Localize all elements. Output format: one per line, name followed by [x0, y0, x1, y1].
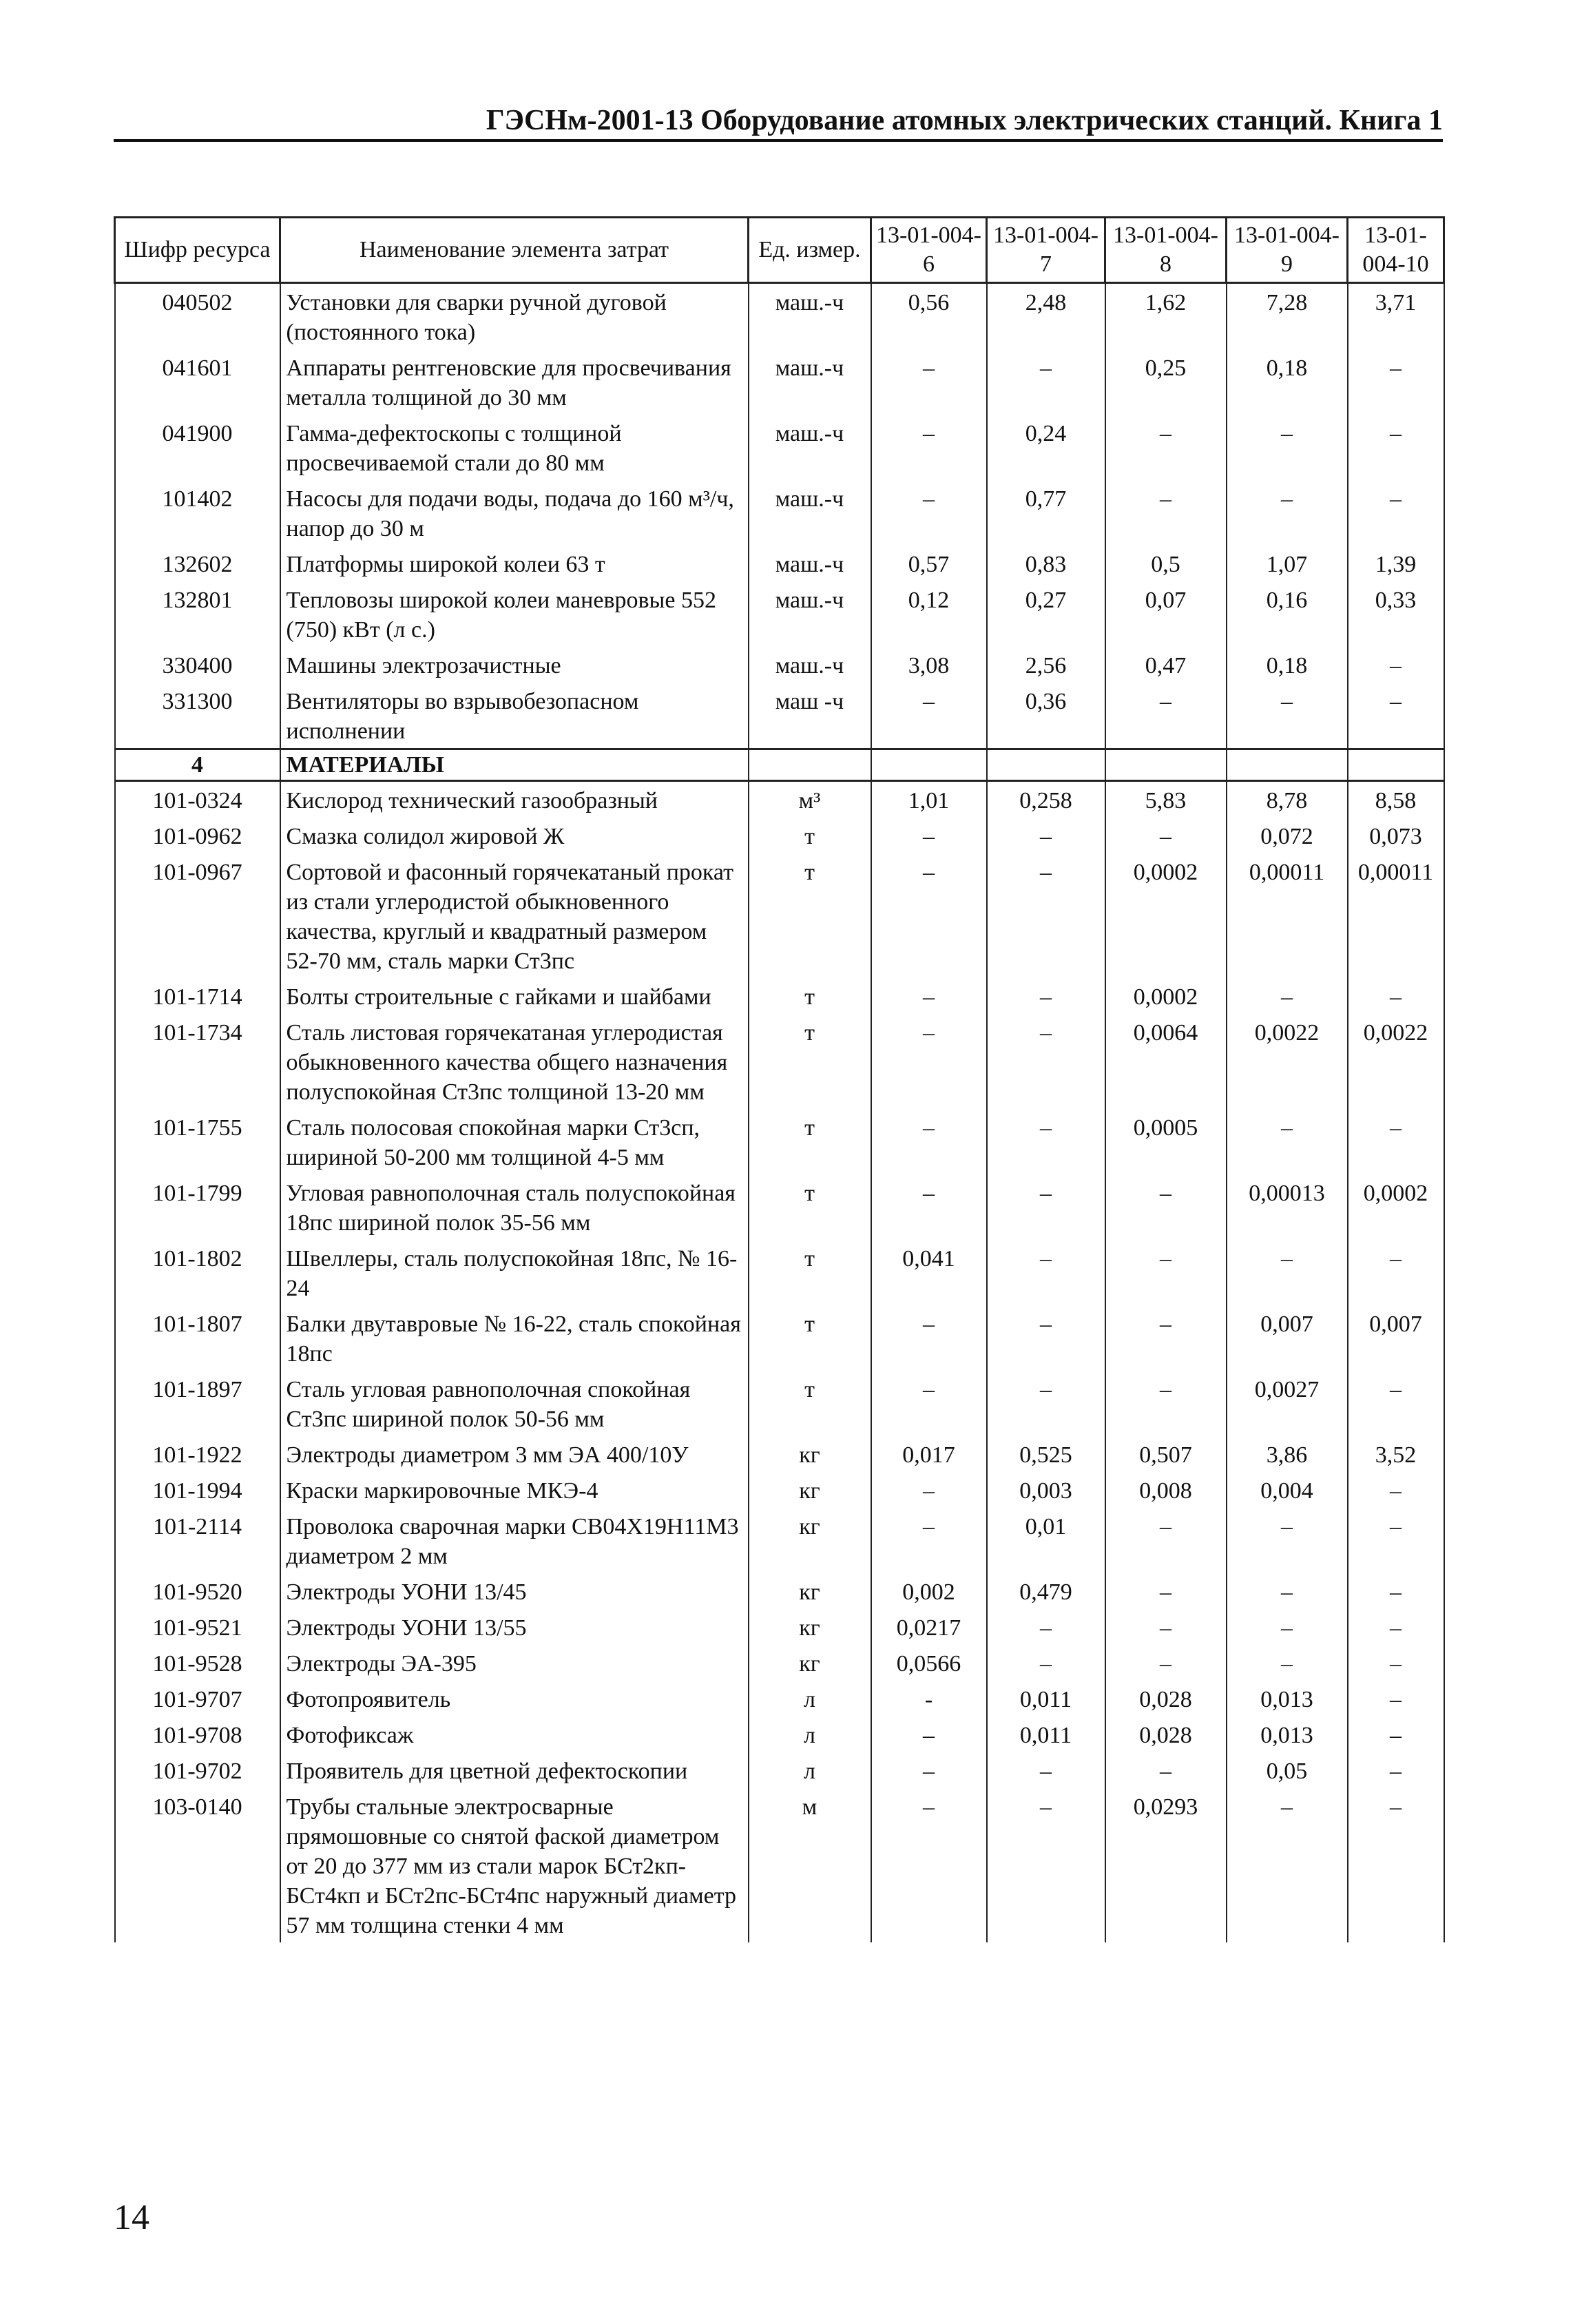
- column-header-13-01-004-9: 13-01-004-9: [1227, 218, 1348, 283]
- value-13-01-004-9: 0,072: [1227, 818, 1348, 853]
- table-row: [115, 1014, 1444, 1109]
- resource-code: 101-9521: [115, 1609, 280, 1645]
- value-13-01-004-9: 0,18: [1227, 647, 1348, 683]
- value-13-01-004-9: 0,0027: [1227, 1371, 1348, 1436]
- table-row: [115, 1109, 1444, 1174]
- value-13-01-004-9: 1,07: [1227, 546, 1348, 581]
- resource-name: Электроды ЭА-395: [280, 1645, 749, 1681]
- unit-of-measure: маш -ч: [749, 683, 871, 749]
- column-header-unit: Ед. измер.: [749, 218, 871, 283]
- value-13-01-004-7: –: [987, 1371, 1105, 1436]
- value-13-01-004-6: 0,041: [871, 1240, 987, 1305]
- value-13-01-004-8: 0,25: [1105, 349, 1227, 415]
- resource-code: 132602: [115, 546, 280, 581]
- table-row: [115, 647, 1444, 683]
- value-13-01-004-6: –: [871, 1788, 987, 1942]
- unit-of-measure: м: [749, 1788, 871, 1942]
- value-13-01-004-8: 0,0064: [1105, 1014, 1227, 1109]
- unit-of-measure: л: [749, 1716, 871, 1752]
- table-row: [115, 415, 1444, 480]
- table-row: [115, 1174, 1444, 1240]
- value-13-01-004-9: –: [1227, 1508, 1348, 1573]
- column-header-name: Наименование элемента затрат: [280, 218, 749, 283]
- value-13-01-004-8: 0,028: [1105, 1681, 1227, 1716]
- value-13-01-004-7: 0,77: [987, 480, 1105, 546]
- column-header-13-01-004-6: 13-01-004-6: [871, 218, 987, 283]
- value-13-01-004-8: –: [1105, 1371, 1227, 1436]
- resource-code: 132801: [115, 581, 280, 647]
- empty-cell: [871, 749, 987, 781]
- resource-name: Смазка солидол жировой Ж: [280, 818, 749, 853]
- resource-code: 101-9520: [115, 1573, 280, 1609]
- resource-name: Швеллеры, сталь полуспокойная 18пс, № 16-24: [280, 1240, 749, 1305]
- page-header: [114, 103, 1443, 142]
- value-13-01-004-10: –: [1348, 415, 1444, 480]
- value-13-01-004-7: 0,011: [987, 1716, 1105, 1752]
- table-row: [115, 818, 1444, 853]
- value-13-01-004-6: 3,08: [871, 647, 987, 683]
- value-13-01-004-10: –: [1348, 683, 1444, 749]
- resource-name: Электроды диаметром 3 мм ЭА 400/10У: [280, 1436, 749, 1472]
- unit-of-measure: маш.-ч: [749, 480, 871, 546]
- unit-of-measure: т: [749, 853, 871, 978]
- value-13-01-004-6: 0,0217: [871, 1609, 987, 1645]
- column-header-code: Шифр ресурса: [115, 218, 280, 283]
- value-13-01-004-7: –: [987, 1305, 1105, 1371]
- table-row: [115, 1508, 1444, 1573]
- value-13-01-004-9: –: [1227, 1240, 1348, 1305]
- table-row: [115, 1436, 1444, 1472]
- value-13-01-004-9: 0,05: [1227, 1752, 1348, 1788]
- value-13-01-004-7: –: [987, 1240, 1105, 1305]
- resource-name: Фотопроявитель: [280, 1681, 749, 1716]
- table-row: [115, 480, 1444, 546]
- value-13-01-004-7: 0,01: [987, 1508, 1105, 1573]
- table-row: [115, 1609, 1444, 1645]
- value-13-01-004-8: 0,507: [1105, 1436, 1227, 1472]
- value-13-01-004-6: –: [871, 978, 987, 1014]
- value-13-01-004-6: 1,01: [871, 781, 987, 818]
- value-13-01-004-10: –: [1348, 1645, 1444, 1681]
- value-13-01-004-8: –: [1105, 683, 1227, 749]
- value-13-01-004-9: 0,00013: [1227, 1174, 1348, 1240]
- value-13-01-004-7: –: [987, 1014, 1105, 1109]
- empty-cell: [1227, 749, 1348, 781]
- value-13-01-004-9: –: [1227, 415, 1348, 480]
- resource-name: Фотофиксаж: [280, 1716, 749, 1752]
- empty-cell: [1105, 749, 1227, 781]
- value-13-01-004-6: 0,002: [871, 1573, 987, 1609]
- value-13-01-004-10: –: [1348, 1716, 1444, 1752]
- table-row: [115, 1573, 1444, 1609]
- table-row: [115, 1305, 1444, 1371]
- value-13-01-004-10: –: [1348, 1371, 1444, 1436]
- value-13-01-004-6: 0,56: [871, 283, 987, 350]
- value-13-01-004-8: –: [1105, 1174, 1227, 1240]
- resource-name: Вентиляторы во взрывобезопасном исполнении: [280, 683, 749, 749]
- table-row: [115, 1472, 1444, 1508]
- value-13-01-004-6: 0,017: [871, 1436, 987, 1472]
- value-13-01-004-6: –: [871, 683, 987, 749]
- value-13-01-004-8: –: [1105, 480, 1227, 546]
- value-13-01-004-9: –: [1227, 1645, 1348, 1681]
- value-13-01-004-6: –: [871, 1371, 987, 1436]
- unit-of-measure: т: [749, 1371, 871, 1436]
- value-13-01-004-6: –: [871, 480, 987, 546]
- value-13-01-004-8: 0,5: [1105, 546, 1227, 581]
- value-13-01-004-10: 3,71: [1348, 283, 1444, 350]
- resource-code: 101-1922: [115, 1436, 280, 1472]
- value-13-01-004-6: 0,0566: [871, 1645, 987, 1681]
- value-13-01-004-10: 0,073: [1348, 818, 1444, 853]
- value-13-01-004-7: –: [987, 1609, 1105, 1645]
- value-13-01-004-9: –: [1227, 1573, 1348, 1609]
- value-13-01-004-6: –: [871, 1174, 987, 1240]
- resource-name: Установки для сварки ручной дуговой (постоянного тока): [280, 283, 749, 350]
- value-13-01-004-8: –: [1105, 818, 1227, 853]
- resource-name: Болты строительные с гайками и шайбами: [280, 978, 749, 1014]
- value-13-01-004-9: 0,0022: [1227, 1014, 1348, 1109]
- resource-name: Сталь листовая горячекатаная углеродистая обыкновенного качества общего назначения полуспокойная Ст3пс толщиной 13-20 мм: [280, 1014, 749, 1109]
- value-13-01-004-9: 3,86: [1227, 1436, 1348, 1472]
- resource-name: Электроды УОНИ 13/55: [280, 1609, 749, 1645]
- resource-code: 101-0324: [115, 781, 280, 818]
- resource-code: 101-9528: [115, 1645, 280, 1681]
- value-13-01-004-8: 0,07: [1105, 581, 1227, 647]
- unit-of-measure: л: [749, 1752, 871, 1788]
- value-13-01-004-8: 0,0005: [1105, 1109, 1227, 1174]
- table-row: [115, 978, 1444, 1014]
- unit-of-measure: т: [749, 1174, 871, 1240]
- table-body: [115, 283, 1444, 1943]
- unit-of-measure: кг: [749, 1472, 871, 1508]
- value-13-01-004-9: –: [1227, 683, 1348, 749]
- table-row: [115, 581, 1444, 647]
- value-13-01-004-10: –: [1348, 978, 1444, 1014]
- resource-code: 101-1802: [115, 1240, 280, 1305]
- unit-of-measure: маш.-ч: [749, 546, 871, 581]
- value-13-01-004-8: –: [1105, 1240, 1227, 1305]
- value-13-01-004-7: –: [987, 818, 1105, 853]
- resource-code: 101-9707: [115, 1681, 280, 1716]
- resource-code: 041601: [115, 349, 280, 415]
- value-13-01-004-10: 0,0022: [1348, 1014, 1444, 1109]
- value-13-01-004-6: –: [871, 1014, 987, 1109]
- value-13-01-004-9: 7,28: [1227, 283, 1348, 350]
- resource-code: 101-1714: [115, 978, 280, 1014]
- table-row: [115, 1681, 1444, 1716]
- resource-name: Трубы стальные электросварные прямошовные со снятой фаской диаметром от 20 до 377 мм из стали марок БСт2кп-БСт4кп и БСт2пс-БСт4пс наружный диаметр 57 мм толщина стенки 4 мм: [280, 1788, 749, 1942]
- value-13-01-004-8: –: [1105, 415, 1227, 480]
- value-13-01-004-6: –: [871, 818, 987, 853]
- value-13-01-004-7: 0,27: [987, 581, 1105, 647]
- table-row: [115, 781, 1444, 818]
- value-13-01-004-7: –: [987, 853, 1105, 978]
- value-13-01-004-9: –: [1227, 1109, 1348, 1174]
- value-13-01-004-9: 0,007: [1227, 1305, 1348, 1371]
- value-13-01-004-10: –: [1348, 1109, 1444, 1174]
- value-13-01-004-10: –: [1348, 1609, 1444, 1645]
- table-row: [115, 349, 1444, 415]
- value-13-01-004-7: 0,011: [987, 1681, 1105, 1716]
- value-13-01-004-6: –: [871, 415, 987, 480]
- value-13-01-004-9: 0,013: [1227, 1681, 1348, 1716]
- resource-code: 101-9708: [115, 1716, 280, 1752]
- value-13-01-004-6: 0,57: [871, 546, 987, 581]
- value-13-01-004-8: –: [1105, 1645, 1227, 1681]
- value-13-01-004-6: –: [871, 1305, 987, 1371]
- resource-name: Кислород технический газообразный: [280, 781, 749, 818]
- resource-name: Проявитель для цветной дефектоскопии: [280, 1752, 749, 1788]
- resource-code: 101-1897: [115, 1371, 280, 1436]
- table-row: [115, 546, 1444, 581]
- value-13-01-004-8: –: [1105, 1573, 1227, 1609]
- value-13-01-004-9: 8,78: [1227, 781, 1348, 818]
- unit-of-measure: т: [749, 818, 871, 853]
- value-13-01-004-8: 0,0002: [1105, 853, 1227, 978]
- resource-code: 041900: [115, 415, 280, 480]
- empty-cell: [987, 749, 1105, 781]
- unit-of-measure: л: [749, 1681, 871, 1716]
- unit-of-measure: кг: [749, 1508, 871, 1573]
- unit-of-measure: т: [749, 1014, 871, 1109]
- unit-of-measure: кг: [749, 1436, 871, 1472]
- value-13-01-004-9: 0,18: [1227, 349, 1348, 415]
- value-13-01-004-7: –: [987, 1645, 1105, 1681]
- value-13-01-004-10: –: [1348, 1508, 1444, 1573]
- value-13-01-004-6: –: [871, 1752, 987, 1788]
- value-13-01-004-7: –: [987, 1109, 1105, 1174]
- value-13-01-004-7: 0,83: [987, 546, 1105, 581]
- empty-cell: [1348, 749, 1444, 781]
- value-13-01-004-7: 0,36: [987, 683, 1105, 749]
- resource-code: 040502: [115, 283, 280, 350]
- value-13-01-004-9: 0,013: [1227, 1716, 1348, 1752]
- column-header-13-01-004-7: 13-01-004-7: [987, 218, 1105, 283]
- table-header-row: [115, 218, 1444, 283]
- value-13-01-004-6: –: [871, 1109, 987, 1174]
- resource-code: 101402: [115, 480, 280, 546]
- value-13-01-004-10: 0,00011: [1348, 853, 1444, 978]
- resource-code: 101-0962: [115, 818, 280, 853]
- resource-code: 101-1994: [115, 1472, 280, 1508]
- value-13-01-004-8: 5,83: [1105, 781, 1227, 818]
- resource-code: 101-2114: [115, 1508, 280, 1573]
- resource-name: Тепловозы широкой колеи маневровые 552 (750) кВт (л с.): [280, 581, 749, 647]
- value-13-01-004-10: –: [1348, 349, 1444, 415]
- resource-name: Проволока сварочная марки СВ04Х19Н11М3 диаметром 2 мм: [280, 1508, 749, 1573]
- table-row: [115, 1788, 1444, 1942]
- table-row: [115, 1645, 1444, 1681]
- value-13-01-004-8: 1,62: [1105, 283, 1227, 350]
- table-row: [115, 1716, 1444, 1752]
- value-13-01-004-10: 0,007: [1348, 1305, 1444, 1371]
- value-13-01-004-7: –: [987, 1752, 1105, 1788]
- value-13-01-004-9: 0,004: [1227, 1472, 1348, 1508]
- unit-of-measure: т: [749, 1109, 871, 1174]
- unit-of-measure: т: [749, 978, 871, 1014]
- value-13-01-004-10: –: [1348, 1752, 1444, 1788]
- value-13-01-004-8: –: [1105, 1609, 1227, 1645]
- unit-of-measure: т: [749, 1240, 871, 1305]
- table-row: [115, 683, 1444, 749]
- value-13-01-004-7: –: [987, 349, 1105, 415]
- resource-name: Сталь угловая равнополочная спокойная Ст3пс шириной полок 50-56 мм: [280, 1371, 749, 1436]
- value-13-01-004-8: –: [1105, 1752, 1227, 1788]
- resource-code: 101-1799: [115, 1174, 280, 1240]
- value-13-01-004-6: 0,12: [871, 581, 987, 647]
- resource-name: Сортовой и фасонный горячекатаный прокат из стали углеродистой обыкновенного качества, круглый и квадратный размером 52-70 мм, сталь марки Ст3пс: [280, 853, 749, 978]
- value-13-01-004-7: 0,258: [987, 781, 1105, 818]
- value-13-01-004-10: 8,58: [1348, 781, 1444, 818]
- resource-code: 101-1755: [115, 1109, 280, 1174]
- table-row: [115, 1240, 1444, 1305]
- value-13-01-004-10: –: [1348, 647, 1444, 683]
- resource-name: Электроды УОНИ 13/45: [280, 1573, 749, 1609]
- value-13-01-004-9: 0,00011: [1227, 853, 1348, 978]
- value-13-01-004-7: 0,525: [987, 1436, 1105, 1472]
- table-row: [115, 1371, 1444, 1436]
- unit-of-measure: кг: [749, 1573, 871, 1609]
- resource-name: Краски маркировочные МКЭ-4: [280, 1472, 749, 1508]
- resource-name: Платформы широкой колеи 63 т: [280, 546, 749, 581]
- page-number: 14: [114, 2198, 149, 2237]
- value-13-01-004-10: –: [1348, 480, 1444, 546]
- unit-of-measure: м³: [749, 781, 871, 818]
- value-13-01-004-7: –: [987, 1788, 1105, 1942]
- column-header-13-01-004-8: 13-01-004-8: [1105, 218, 1227, 283]
- resource-code: 101-0967: [115, 853, 280, 978]
- value-13-01-004-7: 2,56: [987, 647, 1105, 683]
- value-13-01-004-10: 1,39: [1348, 546, 1444, 581]
- resource-code: 101-9702: [115, 1752, 280, 1788]
- value-13-01-004-10: –: [1348, 1472, 1444, 1508]
- value-13-01-004-6: -: [871, 1681, 987, 1716]
- section-title: МАТЕРИАЛЫ: [280, 749, 749, 781]
- value-13-01-004-9: –: [1227, 1788, 1348, 1942]
- value-13-01-004-7: 2,48: [987, 283, 1105, 350]
- resource-name: Балки двутавровые № 16-22, сталь спокойная 18пс: [280, 1305, 749, 1371]
- value-13-01-004-9: –: [1227, 1609, 1348, 1645]
- value-13-01-004-8: 0,028: [1105, 1716, 1227, 1752]
- value-13-01-004-6: –: [871, 853, 987, 978]
- value-13-01-004-8: 0,47: [1105, 647, 1227, 683]
- resource-name: Насосы для подачи воды, подача до 160 м³/ч, напор до 30 м: [280, 480, 749, 546]
- document-title: ГЭСНм-2001-13 Оборудование атомных электрических станций. Книга 1: [486, 105, 1443, 136]
- unit-of-measure: т: [749, 1305, 871, 1371]
- resource-code: 330400: [115, 647, 280, 683]
- value-13-01-004-10: 3,52: [1348, 1436, 1444, 1472]
- value-13-01-004-6: –: [871, 1716, 987, 1752]
- value-13-01-004-6: –: [871, 1472, 987, 1508]
- value-13-01-004-7: 0,479: [987, 1573, 1105, 1609]
- value-13-01-004-8: –: [1105, 1305, 1227, 1371]
- value-13-01-004-6: –: [871, 349, 987, 415]
- resource-cost-table: [114, 216, 1445, 1942]
- unit-of-measure: маш.-ч: [749, 415, 871, 480]
- unit-of-measure: маш.-ч: [749, 283, 871, 350]
- value-13-01-004-7: –: [987, 978, 1105, 1014]
- resource-name: Гамма-дефектоскопы с толщиной просвечиваемой стали до 80 мм: [280, 415, 749, 480]
- value-13-01-004-10: –: [1348, 1240, 1444, 1305]
- value-13-01-004-9: 0,16: [1227, 581, 1348, 647]
- value-13-01-004-10: –: [1348, 1788, 1444, 1942]
- unit-of-measure: кг: [749, 1609, 871, 1645]
- table-row: [115, 1752, 1444, 1788]
- value-13-01-004-7: 0,24: [987, 415, 1105, 480]
- unit-of-measure: маш.-ч: [749, 349, 871, 415]
- value-13-01-004-8: 0,0293: [1105, 1788, 1227, 1942]
- value-13-01-004-7: –: [987, 1174, 1105, 1240]
- resource-code: 331300: [115, 683, 280, 749]
- value-13-01-004-10: 0,33: [1348, 581, 1444, 647]
- table-row: [115, 853, 1444, 978]
- value-13-01-004-10: 0,0002: [1348, 1174, 1444, 1240]
- value-13-01-004-6: –: [871, 1508, 987, 1573]
- table-section-row: [115, 749, 1444, 781]
- value-13-01-004-8: 0,0002: [1105, 978, 1227, 1014]
- unit-of-measure: маш.-ч: [749, 581, 871, 647]
- resource-code: 101-1734: [115, 1014, 280, 1109]
- unit-of-measure: кг: [749, 1645, 871, 1681]
- table-row: [115, 283, 1444, 350]
- unit-of-measure: маш.-ч: [749, 647, 871, 683]
- resource-name: Машины электрозачистные: [280, 647, 749, 683]
- value-13-01-004-8: –: [1105, 1508, 1227, 1573]
- value-13-01-004-8: 0,008: [1105, 1472, 1227, 1508]
- value-13-01-004-10: –: [1348, 1681, 1444, 1716]
- column-header-13-01-004-10: 13-01-004-10: [1348, 218, 1444, 283]
- resource-code: 101-1807: [115, 1305, 280, 1371]
- resource-name: Аппараты рентгеновские для просвечивания металла толщиной до 30 мм: [280, 349, 749, 415]
- value-13-01-004-10: –: [1348, 1573, 1444, 1609]
- resource-code: 103-0140: [115, 1788, 280, 1942]
- value-13-01-004-9: –: [1227, 978, 1348, 1014]
- resource-name: Сталь полосовая спокойная марки Ст3сп, шириной 50-200 мм толщиной 4-5 мм: [280, 1109, 749, 1174]
- resource-name: Угловая равнополочная сталь полуспокойная 18пс шириной полок 35-56 мм: [280, 1174, 749, 1240]
- value-13-01-004-9: –: [1227, 480, 1348, 546]
- value-13-01-004-7: 0,003: [987, 1472, 1105, 1508]
- section-number: 4: [115, 749, 280, 781]
- empty-cell: [749, 749, 871, 781]
